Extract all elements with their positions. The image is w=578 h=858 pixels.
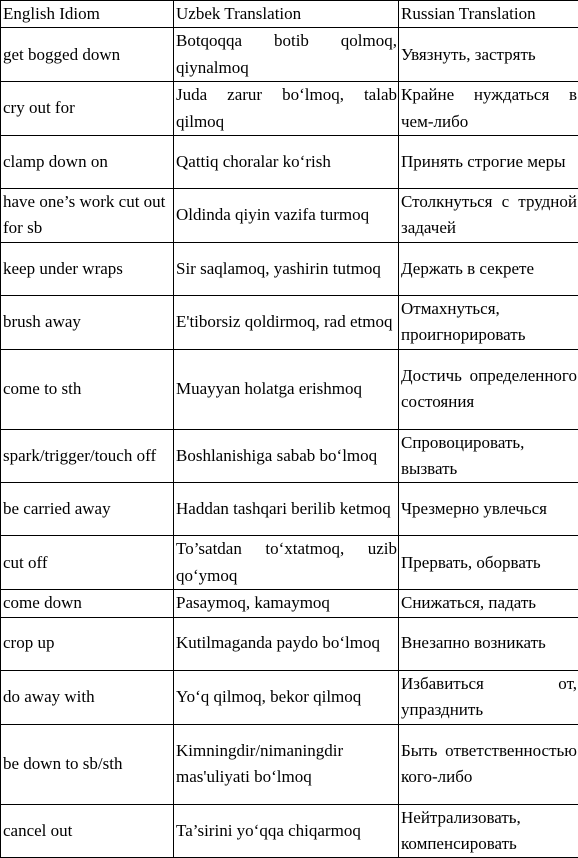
table-header-row <box>1 1 578 28</box>
table-row <box>1 242 578 295</box>
table-row <box>1 536 578 590</box>
russian-translation-cell: Принять строгие меры <box>399 136 578 189</box>
russian-translation-cell: Держать в секрете <box>399 242 578 295</box>
english-idiom-cell: crop up <box>1 617 174 670</box>
uzbek-translation-cell: Yo‘q qilmoq, bekor qilmoq <box>174 670 399 724</box>
english-idiom-cell: spark/trigger/touch off <box>1 429 174 483</box>
english-idiom-cell: be carried away <box>1 483 174 536</box>
uzbek-translation-cell: Kimningdir/nimaningdir mas'uliyati bo‘lmoq <box>174 724 399 804</box>
english-idiom-cell: come to sth <box>1 349 174 429</box>
russian-translation-cell: Снижаться, падать <box>399 590 578 617</box>
table-row <box>1 429 578 483</box>
russian-translation-cell: Чрезмерно увлечься <box>399 483 578 536</box>
uzbek-translation-cell: Ta’sirini yo‘qqa chiqarmoq <box>174 804 399 858</box>
table-row <box>1 804 578 858</box>
russian-translation-cell: Прервать, оборвать <box>399 536 578 590</box>
english-idiom-cell: do away with <box>1 670 174 724</box>
russian-translation-cell: Быть ответственностью кого-либо <box>399 724 578 804</box>
russian-translation-cell: Нейтрализовать, компенсировать <box>399 804 578 858</box>
russian-translation-cell: Избавиться от, упразднить <box>399 670 578 724</box>
table-row <box>1 617 578 670</box>
uzbek-translation-cell: To’satdan to‘xtatmoq, uzib qo‘ymoq <box>174 536 399 590</box>
uzbek-translation-cell: Qattiq choralar ko‘rish <box>174 136 399 189</box>
russian-translation-cell: Достичь определенного состояния <box>399 349 578 429</box>
uzbek-translation-cell: Haddan tashqari berilib ketmoq <box>174 483 399 536</box>
russian-translation-cell: Спровоцировать, вызвать <box>399 429 578 483</box>
english-idiom-cell: cry out for <box>1 82 174 136</box>
table-row <box>1 82 578 136</box>
russian-translation-cell: Внезапно возникать <box>399 617 578 670</box>
uzbek-translation-cell: Juda zarur bo‘lmoq, talab qilmoq <box>174 82 399 136</box>
russian-translation-cell: Крайне нуждаться в чем-либо <box>399 82 578 136</box>
table-row <box>1 670 578 724</box>
english-idiom-cell: keep under wraps <box>1 242 174 295</box>
english-idiom-cell: brush away <box>1 295 174 349</box>
table-row <box>1 189 578 243</box>
english-idiom-cell: have one’s work cut out for sb <box>1 189 174 243</box>
table-row <box>1 590 578 617</box>
english-idiom-cell: come down <box>1 590 174 617</box>
table-row <box>1 136 578 189</box>
uzbek-translation-cell: Sir saqlamoq, yashirin tutmoq <box>174 242 399 295</box>
table-row <box>1 295 578 349</box>
russian-translation-cell: Столкнуться с трудной задачей <box>399 189 578 243</box>
english-idiom-cell: cancel out <box>1 804 174 858</box>
table-row <box>1 349 578 429</box>
uzbek-translation-cell: E'tiborsiz qoldirmoq, rad etmoq <box>174 295 399 349</box>
uzbek-translation-cell: Botqoqqa botib qolmoq, qiynalmoq <box>174 28 399 82</box>
table-row <box>1 28 578 82</box>
english-idiom-cell: be down to sb/sth <box>1 724 174 804</box>
uzbek-translation-cell: Kutilmaganda paydo bo‘lmoq <box>174 617 399 670</box>
english-idiom-cell: clamp down on <box>1 136 174 189</box>
column-header-english: English Idiom <box>1 1 174 28</box>
column-header-uzbek: Uzbek Translation <box>174 1 399 28</box>
russian-translation-cell: Увязнуть, застрять <box>399 28 578 82</box>
column-header-russian: Russian Translation <box>399 1 578 28</box>
table-row <box>1 483 578 536</box>
uzbek-translation-cell: Oldinda qiyin vazifa turmoq <box>174 189 399 243</box>
english-idiom-cell: get bogged down <box>1 28 174 82</box>
uzbek-translation-cell: Muayyan holatga erishmoq <box>174 349 399 429</box>
uzbek-translation-cell: Boshlanishiga sabab bo‘lmoq <box>174 429 399 483</box>
english-idiom-cell: cut off <box>1 536 174 590</box>
uzbek-translation-cell: Pasaymoq, kamaymoq <box>174 590 399 617</box>
russian-translation-cell: Отмахнуться, проигнорировать <box>399 295 578 349</box>
table-row <box>1 724 578 804</box>
